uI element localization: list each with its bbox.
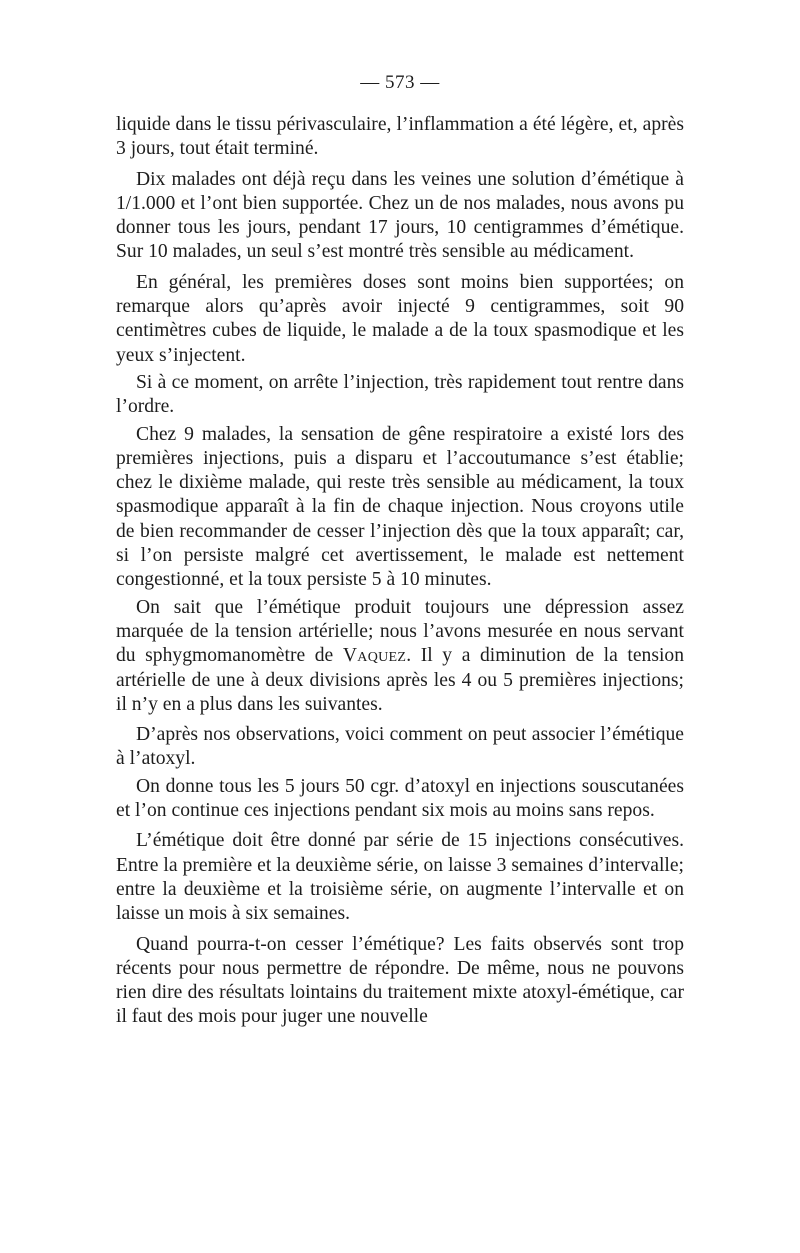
page-number: — 573 — bbox=[360, 72, 440, 93]
paragraph-stop-injection: Si à ce moment, on arrête l’injection, très rapidement tout rentre dans l’ordre. bbox=[116, 371, 684, 418]
paragraph-first-doses: En général, les premières doses sont moins bien supportées; on remarque alors qu’après avoir injecté 9 centigrammes, soit 90 centimètres cubes de liquide, le malade a de la toux spasmodique et les yeux s’injectent. bbox=[116, 271, 684, 366]
author-name-vaquez: Vaquez bbox=[342, 645, 407, 667]
tension-text-before: On sait que l’émétique produit toujours une dépression assez marquée de la tension artérielle; nous l’avons mesurée en nous servant du sphygmomanomètre de bbox=[116, 596, 684, 667]
body-text bbox=[116, 113, 684, 1036]
paragraph-emetic-solution: Dix malades ont déjà reçu dans les veines une solution d’émétique à 1/1.000 et l’ont bien supportée. Chez un de nos malades, nous avons pu donner tous les jours, pendant 17 jours, 10 centigrammes d’émétique. Sur 10 malades, un seul s’est montré très sensible au médicament. bbox=[116, 168, 684, 263]
paragraph-arterial-tension bbox=[116, 596, 684, 717]
tension-text-after: . Il y a diminution de la tension artérielle de une à deux divisions après les 4 ou 5 premières injections; il n’y en a plus dans les suivantes. bbox=[116, 645, 684, 715]
paragraph-association: D’après nos observations, voici comment on peut associer l’émétique à l’atoxyl. bbox=[116, 724, 684, 770]
paragraph-atoxyl-schedule: On donne tous les 5 jours 50 cgr. d’atoxyl en injections souscutanées et l’on continue ces injections pendant six mois au moins sans repos. bbox=[116, 775, 684, 822]
paragraph-emetic-series: L’émétique doit être donné par série de 15 injections consécutives. Entre la première et la deuxième série, on laisse 3 semaines d’intervalle; entre la deuxième et la troisième série, on augmente l’intervalle et on laisse un mois à six semaines. bbox=[116, 830, 684, 925]
paragraph-conclusion: Quand pourra-t-on cesser l’émétique? Les faits observés sont trop récents pour nous permettre de répondre. De même, nous ne pouvons rien dire des résultats lointains du traitement mixte atoxyl-émétique, car il faut des mois pour juger une nouvelle bbox=[116, 933, 684, 1028]
paragraph-respiratory-discomfort: Chez 9 malades, la sensation de gêne respiratoire a existé lors des premières injections, puis a disparu et l’accoutumance s’est établie; chez le dixième malade, qui reste très sensible au médicament, la toux spasmodique apparaît à la fin de chaque injection. Nous croyons utile de bien recommander de cesser l’injection dès que la toux apparaît; car, si l’on persiste malgré cet avertissement, le malade est nettement congestionné, et la toux persiste 5 à 10 minutes. bbox=[116, 423, 684, 591]
paragraph-continuation: liquide dans le tissu périvasculaire, l’inflammation a été légère, et, après 3 jours, tout était terminé. bbox=[116, 114, 684, 160]
